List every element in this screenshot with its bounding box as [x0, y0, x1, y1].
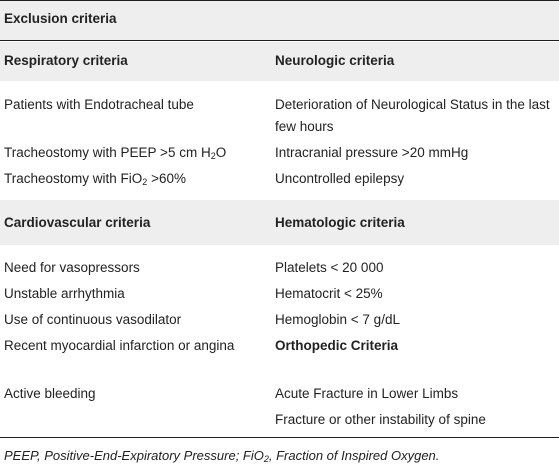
orthopedic-heading: Orthopedic Criteria: [275, 338, 399, 353]
neurologic-item-2: Intracranial pressure >20 mmHg: [275, 145, 469, 160]
rule-table-bottom: [0, 437, 559, 438]
table-title: Exclusion criteria: [4, 11, 117, 26]
hematologic-item-3: Hemoglobin < 7 g/dL: [275, 312, 400, 327]
neurologic-heading: Neurologic criteria: [275, 53, 395, 68]
rule-title: [0, 40, 559, 41]
respiratory-heading: Respiratory criteria: [4, 53, 128, 68]
cardiovascular-item-4: Recent myocardial infarction or angina: [4, 338, 235, 353]
cardiovascular-item-5: Active bleeding: [4, 386, 96, 401]
orthopedic-item-1: Acute Fracture in Lower Limbs: [275, 386, 459, 401]
rule-top: [0, 0, 559, 1]
respiratory-item-3: Tracheostomy with FiO$_2$ >60%: [4, 171, 186, 187]
respiratory-item-2: Tracheostomy with PEEP >5 cm $H_2O$: [4, 145, 227, 161]
hematologic-item-2: Hematocrit < 25%: [275, 286, 383, 301]
cardiovascular-item-2: Unstable arrhythmia: [4, 286, 125, 301]
hematologic-item-1: Platelets < 20 000: [275, 260, 384, 275]
cardiovascular-heading: Cardiovascular criteria: [4, 215, 151, 230]
respiratory-item-1: Patients with Endotracheal tube: [4, 97, 194, 112]
orthopedic-item-2: Fracture or other instability of spine: [275, 412, 486, 427]
table-footnote: PEEP, Positive-End-Expiratory Pressure; FiO$_2$, Fraction of Inspired Oxygen.: [4, 448, 440, 464]
cardiovascular-item-3: Use of continuous vasodilator: [4, 312, 182, 327]
hematologic-heading: Hematologic criteria: [275, 215, 405, 230]
cardiovascular-item-1: Need for vasopressors: [4, 260, 140, 275]
neurologic-item-3: Uncontrolled epilepsy: [275, 171, 405, 186]
neurologic-item-1: Deterioration of Neurological Status in the last few hours: [275, 97, 550, 134]
